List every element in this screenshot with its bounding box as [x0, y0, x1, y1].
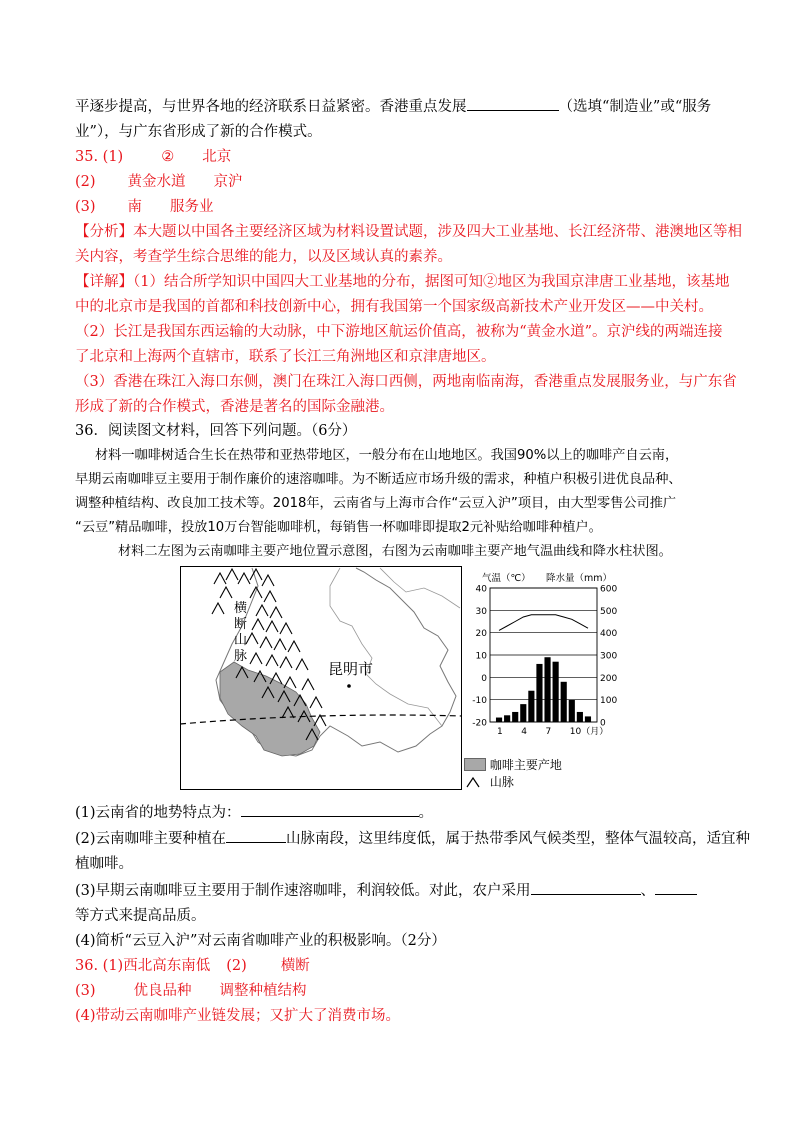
- kunming-dot: [347, 684, 351, 688]
- q36-sub2: (2)云南咖啡主要种植在 山脉南段，这里纬度低，属于热带季风气候类型，整体气温较高，适宜种: [75, 828, 750, 849]
- left-tick-label: 10: [475, 651, 487, 662]
- q36-sub2-line2: 植咖啡。: [75, 856, 133, 872]
- mountain-label-2: 断: [234, 617, 248, 632]
- chart-grid: [490, 588, 597, 722]
- q35-analysis-line1: 【分析】本大题以中国各主要经济区域为材料设置试题，涉及四大工业基地、长江经济带、港澳地区等相: [75, 224, 742, 240]
- q36-sub3-line2: 等方式来提高品质。: [75, 908, 206, 924]
- left-tick-label: -10: [472, 696, 487, 707]
- q36-material1-line3: 调整种植结构、改良加工技术等。2018年，云南省与上海市合作“云豆入沪”项目，由大型零售公司推广: [75, 496, 677, 511]
- left-tick-label: 30: [475, 606, 487, 617]
- legend-coffee: 咖啡主要产地: [464, 756, 562, 773]
- precip-bar: [520, 704, 526, 722]
- coffee-region-map: [180, 566, 462, 790]
- answer-blank-q3b[interactable]: [655, 880, 697, 895]
- q35-detail-line4: 了北京和上海两个直辖市，联系了长江三角洲地区和京津唐地区。: [75, 349, 496, 365]
- q35-detail-line2: 中的北京市是我国的首都和科技创新中心，拥有我国第一个国家级高新技术产业开发区——中关村。: [75, 299, 713, 315]
- precip-bar: [553, 662, 559, 722]
- mountain-label-1: 横: [234, 601, 248, 616]
- x-tick-label: 10（月）: [569, 727, 609, 737]
- right-tick-label: 100: [600, 696, 618, 707]
- mountain-label-4: 脉: [234, 649, 248, 664]
- q36-answer-row2: (3) 优良品种 调整种植结构: [75, 983, 307, 999]
- temperature-curve: [499, 615, 588, 631]
- q35-detail-line5: （3）香港在珠江入海口东侧，澳门在珠江入海口西侧，两地南临南海，香港重点发展服务业，与广东省: [75, 374, 737, 390]
- q35-answer-row3: (3) 南 服务业: [75, 199, 214, 215]
- temperature-line: [499, 615, 588, 631]
- precip-bar: [496, 718, 502, 722]
- mountain-icon: [464, 776, 486, 788]
- precip-bar: [512, 712, 518, 722]
- q36-material1-line2: 早期云南咖啡豆主要用于制作廉价的速溶咖啡。为不断适应市场升级的需求，种植户积极引进优良品种、: [75, 472, 682, 487]
- q35-answer-row2: (2) 黄金水道 京沪: [75, 174, 243, 190]
- q36-answer-row3: (4)带动云南咖啡产业链发展；又扩大了消费市场。: [75, 1008, 401, 1024]
- right-tick-label: 200: [600, 673, 618, 684]
- precip-bar: [569, 700, 575, 722]
- mountain-label-3: 山: [234, 633, 248, 648]
- precip-bar: [561, 682, 567, 722]
- q35-intro-line1: 平逐步提高，与世界各地的经济联系日益紧密。香港重点发展 （选填“制造业”或“服务: [75, 96, 711, 117]
- legend-coffee-swatch: [464, 758, 486, 771]
- left-tick-label: 40: [475, 584, 487, 595]
- right-tick-label: 600: [600, 584, 618, 595]
- left-tick-label: 20: [475, 629, 487, 640]
- precip-bar: [504, 715, 510, 722]
- answer-blank-q3a[interactable]: [531, 880, 641, 895]
- precip-bar: [544, 657, 550, 722]
- climate-chart: [462, 566, 622, 746]
- q35-detail-line1: 【详解】（1）结合所学知识中国四大工业基地的分布，据图可知②地区为我国京津唐工业基地，该基地: [75, 274, 730, 290]
- precip-bar: [585, 716, 591, 722]
- q35-detail-line6: 形成了新的合作模式，香港是著名的国际金融港。: [75, 399, 394, 415]
- q36-material1-line4: “云豆”精品咖啡，投放10万台智能咖啡机，每销售一杯咖啡即提取2元补贴给咖啡种植户。: [75, 520, 602, 535]
- q36-material1-line1: 材料一咖啡树适合生长在热带和亚热带地区，一般分布在山地地区。我国90%以上的咖啡产自云南，: [95, 448, 679, 463]
- left-tick-label: -20: [472, 718, 487, 729]
- right-tick-label: 0: [600, 718, 606, 729]
- q36-material2: 材料二左图为云南咖啡主要产地位置示意图，右图为云南咖啡主要产地气温曲线和降水柱状图。: [118, 544, 672, 559]
- city-label-kunming: 昆明市: [328, 660, 374, 678]
- q36-title: 36．阅读图文材料，回答下列问题。（6分）: [75, 423, 357, 439]
- legend-mountain: 山脉: [464, 773, 562, 790]
- answer-blank-q2[interactable]: [226, 828, 286, 843]
- right-tick-label: 500: [600, 606, 618, 617]
- precipitation-bars: [496, 657, 591, 722]
- q35-analysis-line2: 关内容，考查学生综合思维的能力，以及区域认真的素养。: [75, 249, 452, 265]
- answer-blank-q1[interactable]: [241, 802, 419, 817]
- q36-sub3: (3)早期云南咖啡豆主要用于制作速溶咖啡，利润较低。对此，农户采用 、: [75, 880, 697, 901]
- x-tick-label: 7: [545, 727, 552, 737]
- map-legend: [464, 756, 562, 790]
- q36-sub4: (4)简析“云豆入沪”对云南省咖啡产业的积极影响。（2分）: [75, 933, 446, 949]
- left-tick-label: 0: [481, 673, 487, 684]
- precip-bar: [536, 664, 542, 722]
- q35-detail-line3: （2）长江是我国东西运输的大动脉，中下游地区航运价值高，被称为“黄金水道”。京沪线的两端连接: [75, 324, 723, 340]
- q36-answer-row1: 36. (1)西北高东南低 (2) 横断: [75, 958, 310, 974]
- q35-intro-line2: 业”），与广东省形成了新的合作模式。: [75, 124, 322, 140]
- q36-sub1: (1)云南省的地势特点为： 。: [75, 802, 433, 823]
- chart-ylabel-left: 气温（℃）: [482, 573, 531, 584]
- right-tick-label: 400: [600, 629, 618, 640]
- x-tick-label: 4: [521, 727, 528, 737]
- precip-bar: [577, 712, 583, 722]
- answer-blank[interactable]: [467, 96, 559, 111]
- chart-ylabel-right: 降水量（mm）: [546, 573, 613, 584]
- q35-answer-row1: 35. (1) ② 北京: [75, 149, 232, 165]
- x-tick-label: 1: [497, 727, 503, 737]
- precip-bar: [528, 691, 534, 722]
- right-tick-label: 300: [600, 651, 618, 662]
